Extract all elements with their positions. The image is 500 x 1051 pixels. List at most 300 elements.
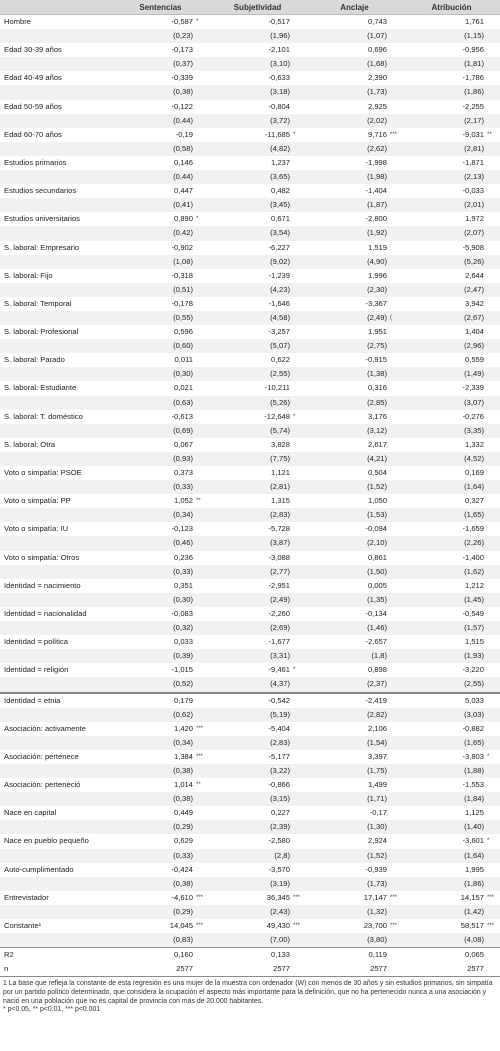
- se-value: (1,92): [306, 226, 388, 240]
- coef-value: -1,646: [209, 297, 291, 311]
- coef-value: 0,011: [112, 353, 194, 367]
- row-label: Asociación: activamente: [0, 722, 112, 736]
- se-value: (0,29): [112, 820, 194, 834]
- se-value: (1,07): [306, 29, 388, 43]
- se-mark: [485, 736, 500, 750]
- se-mark: [194, 85, 209, 99]
- se-mark: [194, 170, 209, 184]
- row-label-empty: [0, 736, 112, 750]
- se-mark: [485, 593, 500, 607]
- se-value: (0,42): [112, 226, 194, 240]
- stat-label: n: [0, 962, 112, 977]
- se-mark: [388, 508, 403, 522]
- stat-value: 2577: [112, 962, 194, 977]
- coef-value: 1,972: [403, 212, 485, 226]
- se-mark: [485, 142, 500, 156]
- significance-mark: [388, 297, 403, 311]
- row-label: Auto-cumplimentado: [0, 863, 112, 877]
- coef-value: -2,800: [306, 212, 388, 226]
- coef-value: -9,031: [403, 128, 485, 142]
- coef-value: 1,125: [403, 806, 485, 820]
- coef-value: -5,404: [209, 722, 291, 736]
- se-mark: [291, 226, 306, 240]
- coef-value: -1,786: [403, 71, 485, 85]
- significance-mark: [388, 750, 403, 764]
- se-mark: [485, 764, 500, 778]
- coef-value: -2,101: [209, 43, 291, 57]
- coef-value: 1,420: [112, 722, 194, 736]
- coef-value: -2,951: [209, 579, 291, 593]
- se-value: (4,08): [403, 933, 485, 948]
- table-row-se: [0, 536, 500, 550]
- se-value: (1,40): [403, 820, 485, 834]
- table-row: [0, 410, 500, 424]
- row-label: Identidad = etnia: [0, 693, 112, 708]
- coef-value: 0,021: [112, 381, 194, 395]
- se-value: (1,62): [403, 565, 485, 579]
- coef-value: -1,015: [112, 663, 194, 677]
- se-mark: [291, 877, 306, 891]
- se-mark: [388, 593, 403, 607]
- se-value: (2,55): [403, 677, 485, 692]
- se-mark: [194, 255, 209, 269]
- row-label: S. laboral: Parado: [0, 353, 112, 367]
- coef-value: 3,176: [306, 410, 388, 424]
- se-value: (1,49): [403, 367, 485, 381]
- se-value: (2,26): [403, 536, 485, 550]
- se-value: (1,08): [112, 255, 194, 269]
- table-row: [0, 100, 500, 114]
- significance-mark: [388, 522, 403, 536]
- se-mark: [388, 736, 403, 750]
- significance-mark: [194, 269, 209, 283]
- se-mark: [485, 508, 500, 522]
- coef-value: -2,419: [306, 693, 388, 708]
- coef-value: -5,728: [209, 522, 291, 536]
- coef-value: -0,902: [112, 241, 194, 255]
- significance-mark: [485, 663, 500, 677]
- se-mark: [291, 367, 306, 381]
- table-row-se: [0, 764, 500, 778]
- coef-value: -0,633: [209, 71, 291, 85]
- row-label-empty: [0, 255, 112, 269]
- se-mark: [485, 649, 500, 663]
- se-mark: [291, 142, 306, 156]
- table-row-se: [0, 649, 500, 663]
- stat-spacer: [388, 948, 403, 963]
- row-label: S. laboral: T. doméstico: [0, 410, 112, 424]
- stat-spacer: [485, 948, 500, 963]
- coef-value: -0,587: [112, 15, 194, 30]
- coef-value: 0,861: [306, 551, 388, 565]
- coef-value: -2,339: [403, 381, 485, 395]
- se-mark: [485, 396, 500, 410]
- significance-mark: [291, 381, 306, 395]
- se-value: (2,43): [209, 905, 291, 919]
- se-value: (1,73): [306, 85, 388, 99]
- significance-mark: [194, 834, 209, 848]
- coef-value: -3,803: [403, 750, 485, 764]
- se-mark: [388, 536, 403, 550]
- significance-mark: [485, 381, 500, 395]
- se-mark: [194, 565, 209, 579]
- row-label: Hombre: [0, 15, 112, 30]
- se-mark: [485, 339, 500, 353]
- row-label: S. laboral: Temporal: [0, 297, 112, 311]
- table-row: [0, 381, 500, 395]
- table-row: [0, 693, 500, 708]
- significance-mark: [194, 353, 209, 367]
- table-row: [0, 241, 500, 255]
- se-mark: [485, 198, 500, 212]
- table-row: [0, 128, 500, 142]
- se-value: (0,62): [112, 708, 194, 722]
- coef-value: 0,447: [112, 184, 194, 198]
- significance-mark: [485, 722, 500, 736]
- se-mark: [388, 849, 403, 863]
- row-label-empty: [0, 480, 112, 494]
- se-value: (4,52): [403, 452, 485, 466]
- se-mark: [485, 226, 500, 240]
- header-atribucion: Atribución: [403, 0, 500, 15]
- se-mark: [388, 480, 403, 494]
- se-value: (1,46): [306, 621, 388, 635]
- se-mark: [388, 621, 403, 635]
- significance-mark: [485, 438, 500, 452]
- se-value: (1,71): [306, 792, 388, 806]
- significance-mark: [291, 325, 306, 339]
- significance-mark: *: [291, 410, 306, 424]
- significance-mark: [291, 15, 306, 30]
- se-value: (2,83): [209, 508, 291, 522]
- se-value: (7,75): [209, 452, 291, 466]
- significance-mark: [485, 579, 500, 593]
- table-row: [0, 663, 500, 677]
- coef-value: -1,677: [209, 635, 291, 649]
- significance-mark: [388, 834, 403, 848]
- table-row: [0, 71, 500, 85]
- coef-value: 9,716: [306, 128, 388, 142]
- coef-value: -0,17: [306, 806, 388, 820]
- se-value: (1,42): [403, 905, 485, 919]
- row-label-empty: [0, 708, 112, 722]
- se-value: (1,86): [403, 85, 485, 99]
- se-mark: [291, 396, 306, 410]
- coef-value: 1,951: [306, 325, 388, 339]
- coef-value: 1,212: [403, 579, 485, 593]
- significance-mark: [485, 15, 500, 30]
- row-label: S. laboral: Profesional: [0, 325, 112, 339]
- significance-mark: [291, 269, 306, 283]
- se-value: (1,35): [306, 593, 388, 607]
- significance-mark: [291, 607, 306, 621]
- row-label: Edad 60-70 años: [0, 128, 112, 142]
- se-value: (1,8): [306, 649, 388, 663]
- coef-value: -6,227: [209, 241, 291, 255]
- se-mark: [194, 142, 209, 156]
- significance-mark: **: [485, 128, 500, 142]
- se-mark: [194, 536, 209, 550]
- coef-value: 1,121: [209, 466, 291, 480]
- se-mark: [291, 593, 306, 607]
- coef-value: -3,220: [403, 663, 485, 677]
- significance-mark: [194, 806, 209, 820]
- se-value: (0,63): [112, 396, 194, 410]
- coef-value: 0,146: [112, 156, 194, 170]
- coef-value: 17,147: [306, 891, 388, 905]
- row-label: Nace en pueblo pequeño: [0, 834, 112, 848]
- se-mark: [291, 649, 306, 663]
- coef-value: -1,404: [306, 184, 388, 198]
- coef-value: -1,998: [306, 156, 388, 170]
- table-row: [0, 494, 500, 508]
- se-mark: [485, 621, 500, 635]
- significance-mark: [388, 241, 403, 255]
- row-label-empty: [0, 396, 112, 410]
- significance-mark: [388, 551, 403, 565]
- table-row: [0, 466, 500, 480]
- se-mark: [291, 933, 306, 948]
- significance-mark: [388, 722, 403, 736]
- row-label-empty: [0, 820, 112, 834]
- coef-value: 0,743: [306, 15, 388, 30]
- significance-mark: [291, 635, 306, 649]
- se-value: (1,38): [306, 367, 388, 381]
- se-mark: [291, 677, 306, 692]
- significance-mark: [485, 156, 500, 170]
- significance-mark: [194, 43, 209, 57]
- se-value: (0,44): [112, 170, 194, 184]
- coef-value: 1,052: [112, 494, 194, 508]
- significance-mark: ***: [194, 722, 209, 736]
- se-mark: [291, 736, 306, 750]
- coef-value: -4,610: [112, 891, 194, 905]
- se-value: (4,58): [209, 311, 291, 325]
- coef-value: 0,373: [112, 466, 194, 480]
- table-row-se: [0, 226, 500, 240]
- row-label: Estudios primarios: [0, 156, 112, 170]
- significance-mark: [388, 806, 403, 820]
- coef-value: 0,629: [112, 834, 194, 848]
- significance-mark: [291, 522, 306, 536]
- se-value: (2,13): [403, 170, 485, 184]
- se-value: (2,8): [209, 849, 291, 863]
- table-row-se: [0, 367, 500, 381]
- se-mark: [485, 85, 500, 99]
- se-mark: [485, 311, 500, 325]
- significance-mark: [194, 156, 209, 170]
- coef-value: -2,657: [306, 635, 388, 649]
- row-label-empty: [0, 339, 112, 353]
- se-mark: [485, 933, 500, 948]
- coef-value: -0,134: [306, 607, 388, 621]
- se-value: (0,30): [112, 367, 194, 381]
- se-value: (0,38): [112, 764, 194, 778]
- se-value: (0,32): [112, 621, 194, 635]
- se-mark: [194, 708, 209, 722]
- se-mark: [485, 29, 500, 43]
- table-row: [0, 184, 500, 198]
- se-mark: [388, 677, 403, 692]
- coef-value: 0,890: [112, 212, 194, 226]
- table-row-se: [0, 593, 500, 607]
- table-row-se: [0, 480, 500, 494]
- se-value: (3,54): [209, 226, 291, 240]
- significance-legend: * p<0.05, ** p<0.01, *** p<0.001: [3, 1006, 101, 1014]
- row-label-empty: [0, 877, 112, 891]
- se-mark: [194, 114, 209, 128]
- se-value: (4,82): [209, 142, 291, 156]
- row-label-empty: [0, 367, 112, 381]
- coef-value: -0,882: [403, 722, 485, 736]
- significance-mark: [485, 269, 500, 283]
- se-mark: [291, 508, 306, 522]
- row-label-empty: [0, 85, 112, 99]
- se-value: (0,52): [112, 677, 194, 692]
- stat-value: 2577: [306, 962, 388, 977]
- table-row-se: [0, 142, 500, 156]
- coef-value: -9,461: [209, 663, 291, 677]
- significance-mark: [194, 635, 209, 649]
- coef-value: -3,367: [306, 297, 388, 311]
- coef-value: 58,517: [403, 919, 485, 933]
- significance-mark: ***: [194, 750, 209, 764]
- significance-mark: [388, 663, 403, 677]
- se-value: (3,10): [209, 57, 291, 71]
- significance-mark: [291, 834, 306, 848]
- se-value: (1,84): [403, 792, 485, 806]
- se-mark: [194, 764, 209, 778]
- se-value: (2,77): [209, 565, 291, 579]
- se-value: (1,50): [306, 565, 388, 579]
- se-value: (0,33): [112, 565, 194, 579]
- significance-mark: [291, 466, 306, 480]
- se-value: (0,93): [112, 452, 194, 466]
- coef-value: 0,067: [112, 438, 194, 452]
- se-mark: [291, 849, 306, 863]
- table-row-se: [0, 57, 500, 71]
- significance-mark: [291, 184, 306, 198]
- se-value: (0,37): [112, 57, 194, 71]
- significance-mark: [291, 778, 306, 792]
- significance-mark: [291, 353, 306, 367]
- coef-value: 2,390: [306, 71, 388, 85]
- row-label: Edad 30-39 años: [0, 43, 112, 57]
- table-row-se: [0, 396, 500, 410]
- se-value: (2,81): [403, 142, 485, 156]
- significance-mark: [485, 184, 500, 198]
- se-mark: [194, 649, 209, 663]
- se-mark: [194, 339, 209, 353]
- se-value: (0,29): [112, 905, 194, 919]
- significance-mark: [388, 438, 403, 452]
- significance-mark: [485, 607, 500, 621]
- se-value: (0,44): [112, 114, 194, 128]
- coef-value: 1,519: [306, 241, 388, 255]
- table-row: [0, 325, 500, 339]
- stat-spacer: [388, 962, 403, 977]
- significance-mark: [194, 71, 209, 85]
- significance-mark: [194, 607, 209, 621]
- coef-value: -0,033: [403, 184, 485, 198]
- significance-mark: [485, 778, 500, 792]
- se-value: (1,53): [306, 508, 388, 522]
- se-mark: [291, 820, 306, 834]
- significance-mark: [388, 15, 403, 30]
- se-value: (2,82): [306, 708, 388, 722]
- significance-mark: [291, 43, 306, 57]
- row-label: S. laboral: Empresario: [0, 241, 112, 255]
- significance-mark: [388, 635, 403, 649]
- significance-mark: [194, 863, 209, 877]
- se-mark: [194, 57, 209, 71]
- se-mark: [291, 57, 306, 71]
- row-label: Identidad = nacimiento: [0, 579, 112, 593]
- significance-mark: *: [194, 212, 209, 226]
- se-value: (9,02): [209, 255, 291, 269]
- row-label-empty: [0, 170, 112, 184]
- stat-label: R2: [0, 948, 112, 963]
- se-value: (3,45): [209, 198, 291, 212]
- coef-value: -5,177: [209, 750, 291, 764]
- se-value: (4,23): [209, 283, 291, 297]
- coef-value: -0,939: [306, 863, 388, 877]
- se-mark: [388, 708, 403, 722]
- coef-value: 1,995: [403, 863, 485, 877]
- table-row-se: [0, 933, 500, 948]
- significance-mark: [194, 410, 209, 424]
- se-value: (2,62): [306, 142, 388, 156]
- table-row-se: [0, 820, 500, 834]
- row-label-empty: [0, 29, 112, 43]
- coef-value: -0,613: [112, 410, 194, 424]
- se-value: (2,01): [403, 198, 485, 212]
- se-value: (1,52): [306, 480, 388, 494]
- row-label-empty: [0, 593, 112, 607]
- se-mark: [291, 114, 306, 128]
- table-row: [0, 15, 500, 30]
- table-row-se: [0, 905, 500, 919]
- significance-mark: [485, 551, 500, 565]
- coef-value: 0,236: [112, 551, 194, 565]
- se-mark: [291, 905, 306, 919]
- stat-value: 2577: [209, 962, 291, 977]
- significance-mark: *: [485, 750, 500, 764]
- coef-value: 49,430: [209, 919, 291, 933]
- se-mark: [291, 565, 306, 579]
- se-value: (2,30): [306, 283, 388, 297]
- se-value: (1,54): [306, 736, 388, 750]
- coef-value: -0,517: [209, 15, 291, 30]
- se-mark: [291, 283, 306, 297]
- se-value: (0,33): [112, 849, 194, 863]
- table-row: [0, 522, 500, 536]
- stat-spacer: [291, 962, 306, 977]
- significance-mark: [388, 184, 403, 198]
- significance-mark: [194, 663, 209, 677]
- table-row: [0, 778, 500, 792]
- table-notes: [0, 977, 500, 1015]
- coef-value: -0,549: [403, 607, 485, 621]
- stat-value: 2577: [403, 962, 485, 977]
- coef-value: -0,276: [403, 410, 485, 424]
- coef-value: -2,580: [209, 834, 291, 848]
- significance-mark: [388, 212, 403, 226]
- significance-mark: [485, 863, 500, 877]
- se-mark: [388, 820, 403, 834]
- significance-mark: [388, 579, 403, 593]
- coef-value: -0,424: [112, 863, 194, 877]
